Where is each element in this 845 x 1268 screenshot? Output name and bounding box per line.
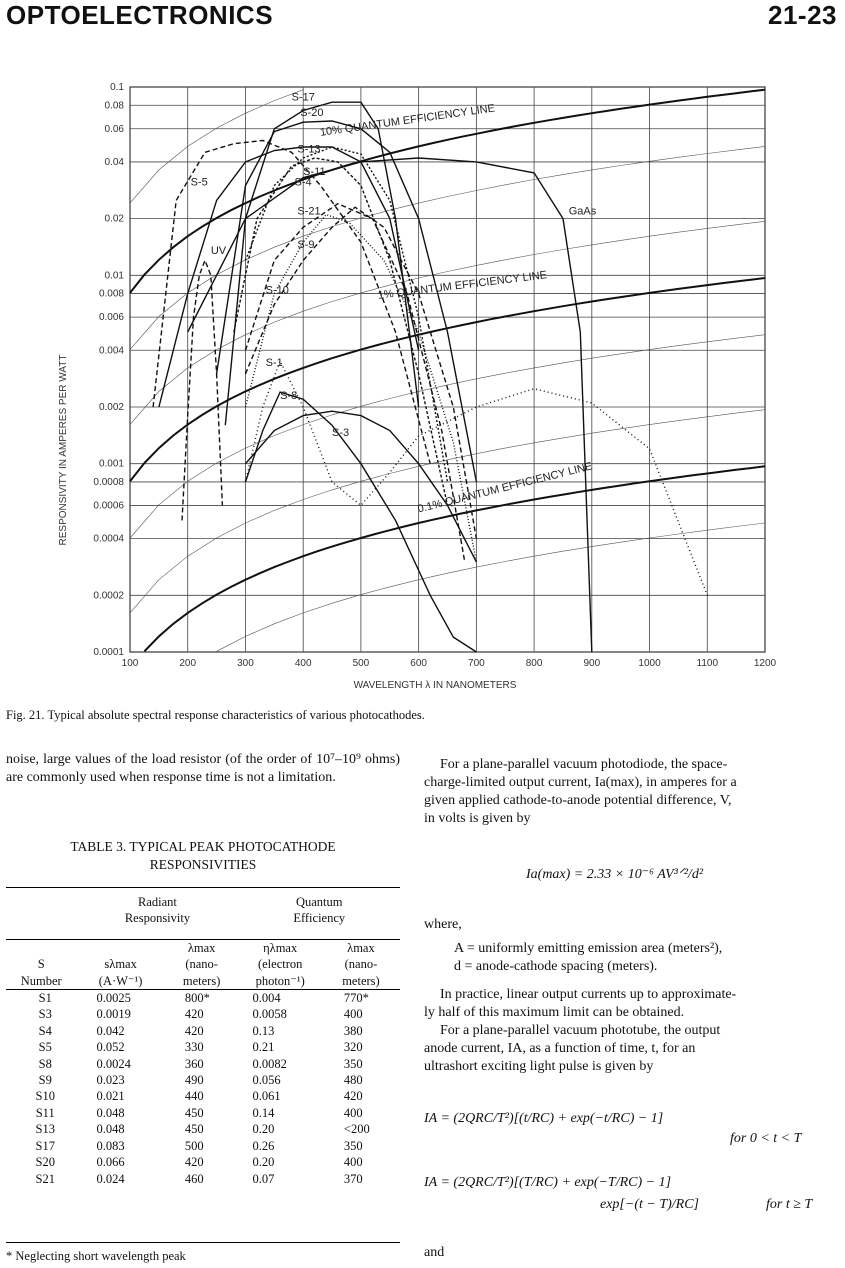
y-tick-label: 0.0008 <box>93 476 124 488</box>
table-cell: 350 <box>343 1138 363 1153</box>
table-cell: 0.13 <box>252 1023 275 1038</box>
curve-label: S-10 <box>265 284 289 297</box>
table-cell: 0.21 <box>252 1040 275 1055</box>
curve-label: S-8 <box>280 390 298 403</box>
curve-label: S-4 <box>294 176 312 189</box>
table-cell: 330 <box>184 1040 204 1055</box>
x-tick-label: 200 <box>179 658 197 669</box>
table-cell: 0.083 <box>96 1138 125 1153</box>
table-cell: S21 <box>35 1171 55 1186</box>
quantum-efficiency-lines <box>130 90 765 652</box>
y-tick-label: 0.004 <box>98 345 124 357</box>
table-cell: 400 <box>343 1105 363 1120</box>
y-tick-label: 0.008 <box>98 288 124 300</box>
table-cell: 0.004 <box>252 991 281 1006</box>
annotation-label: 1% QUANTUM EFFICIENCY LINE <box>377 269 548 302</box>
table-cell: 400 <box>343 1007 363 1022</box>
table-cell: 0.20 <box>252 1122 275 1137</box>
y-tick-label: 0.04 <box>104 156 124 168</box>
y-axis-label: RESPONSIVITY IN AMPERES PER WATT <box>58 354 69 546</box>
x-tick-label: 1100 <box>696 658 719 669</box>
equation-2-condition: for 0 < t < T <box>730 1131 802 1146</box>
table-row <box>6 1006 400 1022</box>
equation-3: IA = (2QRC/T²)[(T/RC) + exp(−T/RC) − 1] <box>424 1175 672 1190</box>
table-cell: 0.048 <box>96 1105 125 1120</box>
group-header-radiant-2: Responsivity <box>124 911 191 926</box>
where-label: where, <box>424 917 462 932</box>
y-tick-labels <box>93 82 124 658</box>
table-row <box>6 1105 400 1121</box>
curve-label: S-9 <box>297 238 315 251</box>
x-tick-label: 700 <box>468 658 485 669</box>
table-cell: 400 <box>343 1155 363 1170</box>
y-tick-label: 0.0002 <box>93 590 124 602</box>
table-cell: S5 <box>38 1040 52 1055</box>
table-row <box>6 1023 400 1039</box>
running-header-section: OPTOELECTRONICS <box>6 0 274 30</box>
table-cell: 0.26 <box>252 1138 275 1153</box>
table-row <box>6 1154 400 1170</box>
figure-caption: Fig. 21. Typical absolute spectral response characteristics of various photocathodes. <box>6 708 425 722</box>
curve-label: S-5 <box>190 176 208 189</box>
chart-grid <box>130 87 765 652</box>
x-tick-label: 300 <box>237 658 254 669</box>
right-p3-l1: For a plane-parallel vacuum phototube, the output <box>440 1023 721 1038</box>
x-tick-label: 400 <box>294 658 312 669</box>
spectral-response-chart <box>0 60 845 700</box>
x-axis-label: WAVELENGTH λ IN NANOMETERS <box>353 680 517 691</box>
table-row <box>6 1072 400 1088</box>
table-cell: 0.0025 <box>96 991 131 1006</box>
table-cell: 0.07 <box>252 1171 275 1186</box>
right-p1-l4: in volts is given by <box>424 811 531 826</box>
y-tick-label: 0.06 <box>104 123 124 135</box>
table-cell: S1 <box>38 991 52 1006</box>
y-tick-label: 0.001 <box>98 458 124 470</box>
right-p2-l2: ly half of this maximum limit can be obtained. <box>424 1005 685 1020</box>
table-cell: 0.023 <box>96 1073 125 1088</box>
table-cell: 0.14 <box>252 1105 275 1120</box>
y-tick-label: 0.0004 <box>93 533 124 545</box>
table-cell: 420 <box>343 1089 363 1104</box>
annotation-label: 0.1% QUANTUM EFFICIENCY LINE <box>416 460 594 516</box>
table-cell: 490 <box>184 1073 204 1088</box>
quantum-efficiency-line <box>130 278 765 481</box>
table-cell: 500 <box>184 1138 204 1153</box>
quantum-efficiency-guide <box>217 523 765 651</box>
page-number: 21-23 <box>768 0 837 30</box>
table-cell: 0.0019 <box>96 1007 131 1022</box>
table-cell: 460 <box>184 1171 204 1186</box>
curve-label: S-1 <box>265 357 283 370</box>
responsivity-table: Radiant Quantum Responsivity Efficiency λmax ηλmax λmax S sλmax (nano- (electron (nano- Number (A·W⁻¹) meters) photon⁻¹) meters) S1 0.0025 800* 0.004 770* S3 0.0019 420 0.0058 400 S4 0.042 420 0.13 380 S5 0.052 330 0.21 320 S8 0.0024 360 0.0082 350 S9 0.023 490 0.056 480 S10 0.021 440 0.061 420 S11 0.048 450 0.14 400 S13 0.048 450 0.20 <200 S17 0.083 500 0.26 350 S20 0.066 420 0.20 400 S21 0.024 460 0.07 370 <box>6 887 400 1187</box>
table-cell: 0.061 <box>252 1089 281 1104</box>
x-tick-labels <box>122 658 777 669</box>
table-cell: S20 <box>35 1155 55 1170</box>
table-cell: 450 <box>184 1105 204 1120</box>
quantum-efficiency-guide <box>130 410 765 613</box>
table-body <box>6 990 400 1187</box>
group-header-quantum: Quantum <box>295 895 343 909</box>
equation-2: IA = (2QRC/T²)[(t/RC) + exp(−t/RC) − 1] <box>424 1111 664 1126</box>
annotation-label: 10% QUANTUM EFFICIENCY LINE <box>319 102 496 139</box>
definition-a: A = uniformly emitting emission area (meters²), <box>454 941 723 956</box>
table-cell: 450 <box>184 1122 204 1137</box>
table-row <box>6 1039 400 1055</box>
curve-s-5 <box>153 141 430 464</box>
y-tick-label: 0.08 <box>104 100 124 112</box>
table-cell: 0.042 <box>96 1023 125 1038</box>
y-tick-label: 0.006 <box>98 312 124 324</box>
table-title-line2: RESPONSIVITIES <box>149 857 257 872</box>
table-cell: 420 <box>184 1155 204 1170</box>
table-row <box>6 1056 400 1072</box>
curve-labels <box>191 91 597 515</box>
table-cell: 0.20 <box>252 1155 275 1170</box>
y-tick-label: 0.002 <box>98 401 124 413</box>
right-p1-l2: charge-limited output current, Ia(max), in amperes for a <box>424 775 737 790</box>
table-cell: 380 <box>343 1023 363 1038</box>
curve-label: S-20 <box>300 107 324 120</box>
table-cell: S3 <box>38 1007 52 1022</box>
table-cell: 0.021 <box>96 1089 125 1104</box>
table-cell: 370 <box>343 1171 363 1186</box>
table-cell: S11 <box>35 1105 55 1120</box>
curve-label: S-17 <box>291 91 315 104</box>
equation-3-continued: exp[−(t − T)/RC] <box>600 1197 699 1212</box>
table-cell: S9 <box>38 1073 52 1088</box>
table-cell: 360 <box>184 1056 204 1071</box>
y-tick-label: 0.01 <box>104 270 124 282</box>
table-cell: S13 <box>35 1122 55 1137</box>
y-tick-label: 0.02 <box>104 213 124 225</box>
curve-label: UV <box>210 244 227 257</box>
table-footnote: * Neglecting short wavelength peak <box>6 1242 400 1264</box>
x-tick-label: 1000 <box>638 658 661 669</box>
left-paragraph: noise, large values of the load resistor (of the order of 10⁷–10⁹ ohms) are commonly used when response time is not a limitation. <box>6 752 400 785</box>
table-cell: 0.056 <box>252 1073 281 1088</box>
table-cell: 0.0082 <box>252 1056 287 1071</box>
x-tick-label: 100 <box>121 658 139 669</box>
y-tick-label: 0.1 <box>110 82 124 93</box>
y-tick-label: 0.0006 <box>93 500 124 512</box>
right-p2-l1: In practice, linear output currents up to approximate- <box>440 987 737 1002</box>
table-cell: 320 <box>343 1040 363 1055</box>
curve-label: GaAs <box>568 205 597 218</box>
table-cell: 440 <box>184 1089 204 1104</box>
table-cell: 800* <box>184 991 210 1006</box>
definition-d: d = anode-cathode spacing (meters). <box>454 959 658 974</box>
equation-3-condition: for t ≥ T <box>766 1197 813 1212</box>
table-cell: S4 <box>38 1023 52 1038</box>
table-cell: 420 <box>184 1007 204 1022</box>
curve-label: S-13 <box>297 143 321 156</box>
table-cell: 480 <box>343 1073 363 1088</box>
right-p1-l3: given applied cathode-to-anode potential difference, V, <box>424 793 732 808</box>
table-cell: 350 <box>343 1056 363 1071</box>
table-cell: 0.048 <box>96 1122 125 1137</box>
table-cell: 0.024 <box>96 1171 125 1186</box>
response-curves <box>153 102 707 652</box>
table-row <box>6 1088 400 1104</box>
right-p3-l2: anode current, IA, as a function of time, t, for an <box>424 1041 696 1056</box>
table-cell: S17 <box>35 1138 55 1153</box>
y-tick-label: 0.0001 <box>93 647 124 658</box>
right-p3-l3: ultrashort exciting light pulse is given by <box>424 1059 654 1074</box>
x-tick-label: 900 <box>583 658 601 669</box>
curve-label: S-3 <box>332 427 350 440</box>
table-row <box>6 1171 400 1187</box>
table-cell: <200 <box>343 1122 370 1137</box>
right-p1-l1: For a plane-parallel vacuum photodiode, the space- <box>440 757 728 772</box>
x-tick-label: 800 <box>525 658 543 669</box>
x-tick-label: 500 <box>352 658 370 669</box>
table-cell: 420 <box>184 1023 204 1038</box>
table-cell: 0.066 <box>96 1155 125 1170</box>
plot-frame <box>130 87 765 652</box>
table-cell: 0.052 <box>96 1040 125 1055</box>
curve-label: S-21 <box>297 205 321 218</box>
table-cell: 0.0058 <box>252 1007 287 1022</box>
table-cell: 0.0024 <box>96 1056 131 1071</box>
table-cell: 770* <box>343 991 369 1006</box>
table-row <box>6 1138 400 1154</box>
equation-1: Ia(max) = 2.33 × 10⁻⁶ AV³ᐟ²/d² <box>526 867 704 882</box>
curve-label: S-11 <box>303 166 326 179</box>
x-tick-label: 1200 <box>753 658 777 669</box>
table-row <box>6 990 400 1007</box>
x-tick-label: 600 <box>410 658 427 669</box>
table-title-line1: TABLE 3. TYPICAL PEAK PHOTOCATHODE <box>70 839 336 854</box>
group-header-quantum-2: Efficiency <box>293 911 346 926</box>
table-row <box>6 1121 400 1137</box>
and-label: and <box>424 1245 445 1260</box>
table-cell: S10 <box>35 1089 55 1104</box>
table-cell: S8 <box>38 1056 52 1071</box>
group-header-radiant: Radiant <box>138 895 177 909</box>
